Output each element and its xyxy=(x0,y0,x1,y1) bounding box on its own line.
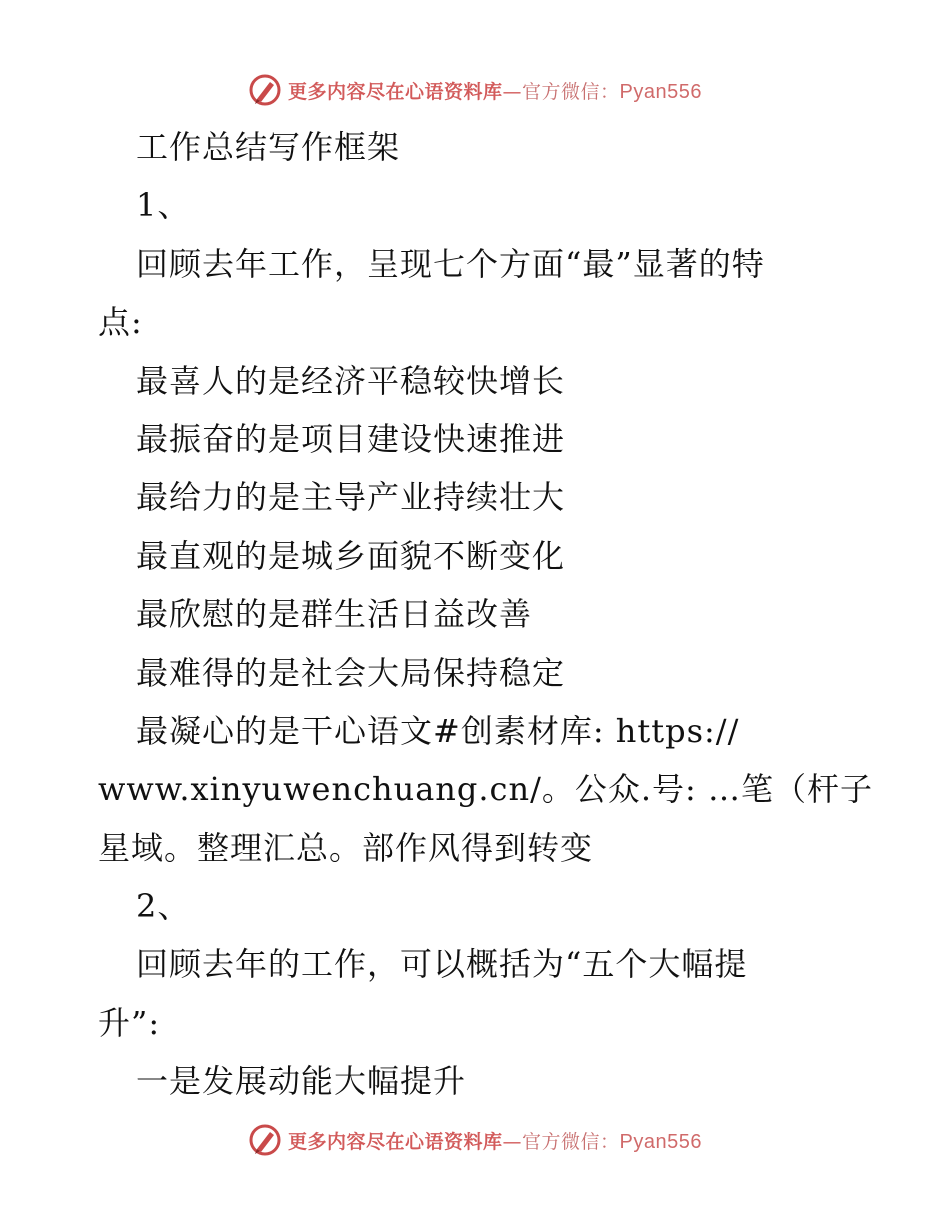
banner-wechat-id: Pyan556 xyxy=(619,1130,702,1153)
list-item: 最凝心的是干心语文#创素材库: https:// xyxy=(136,711,740,750)
pen-in-circle-icon xyxy=(248,1123,282,1157)
banner-wechat-label: 官方微信： xyxy=(522,80,620,103)
paragraph-line: 点: xyxy=(98,303,143,342)
section-number: 1、 xyxy=(136,186,191,225)
banner-dash: — xyxy=(502,1130,523,1153)
paragraph-line: 星域。整理汇总。部作风得到转变 xyxy=(98,828,594,867)
banner-wechat-label: 官方微信： xyxy=(522,1130,620,1153)
list-item: 最振奋的是项目建设快速推进 xyxy=(136,419,566,458)
banner-dash: — xyxy=(502,80,523,103)
banner-wechat-id: Pyan556 xyxy=(619,80,702,103)
paragraph-line: 回顾去年工作，呈现七个方面“最”显著的特 xyxy=(136,244,765,283)
document-title: 工作总结写作框架 xyxy=(136,128,401,166)
document-body xyxy=(98,118,873,1111)
list-item: 最直观的是城乡面貌不断变化 xyxy=(136,536,566,575)
paragraph-line: 升”: xyxy=(98,1003,161,1042)
pen-in-circle-icon xyxy=(248,73,282,107)
list-item: 最喜人的是经济平稳较快增长 xyxy=(136,361,566,400)
footer-banner xyxy=(0,1120,950,1160)
list-item: 最欣慰的是群生活日益改善 xyxy=(136,595,533,634)
header-banner xyxy=(0,70,950,110)
paragraph-line: www.xinyuwenchuang.cn/。公众.号: …笔（杆子 xyxy=(98,770,873,809)
list-item: 最给力的是主导产业持续壮大 xyxy=(136,478,566,517)
paragraph-line: 回顾去年的工作，可以概括为“五个大幅提 xyxy=(136,945,748,984)
banner-title: 更多内容尽在心语资料库 xyxy=(288,80,503,103)
section-number: 2、 xyxy=(136,887,191,926)
banner-title: 更多内容尽在心语资料库 xyxy=(288,1130,503,1153)
list-item: 一是发展动能大幅提升 xyxy=(136,1062,467,1101)
list-item: 最难得的是社会大局保持稳定 xyxy=(136,653,566,692)
